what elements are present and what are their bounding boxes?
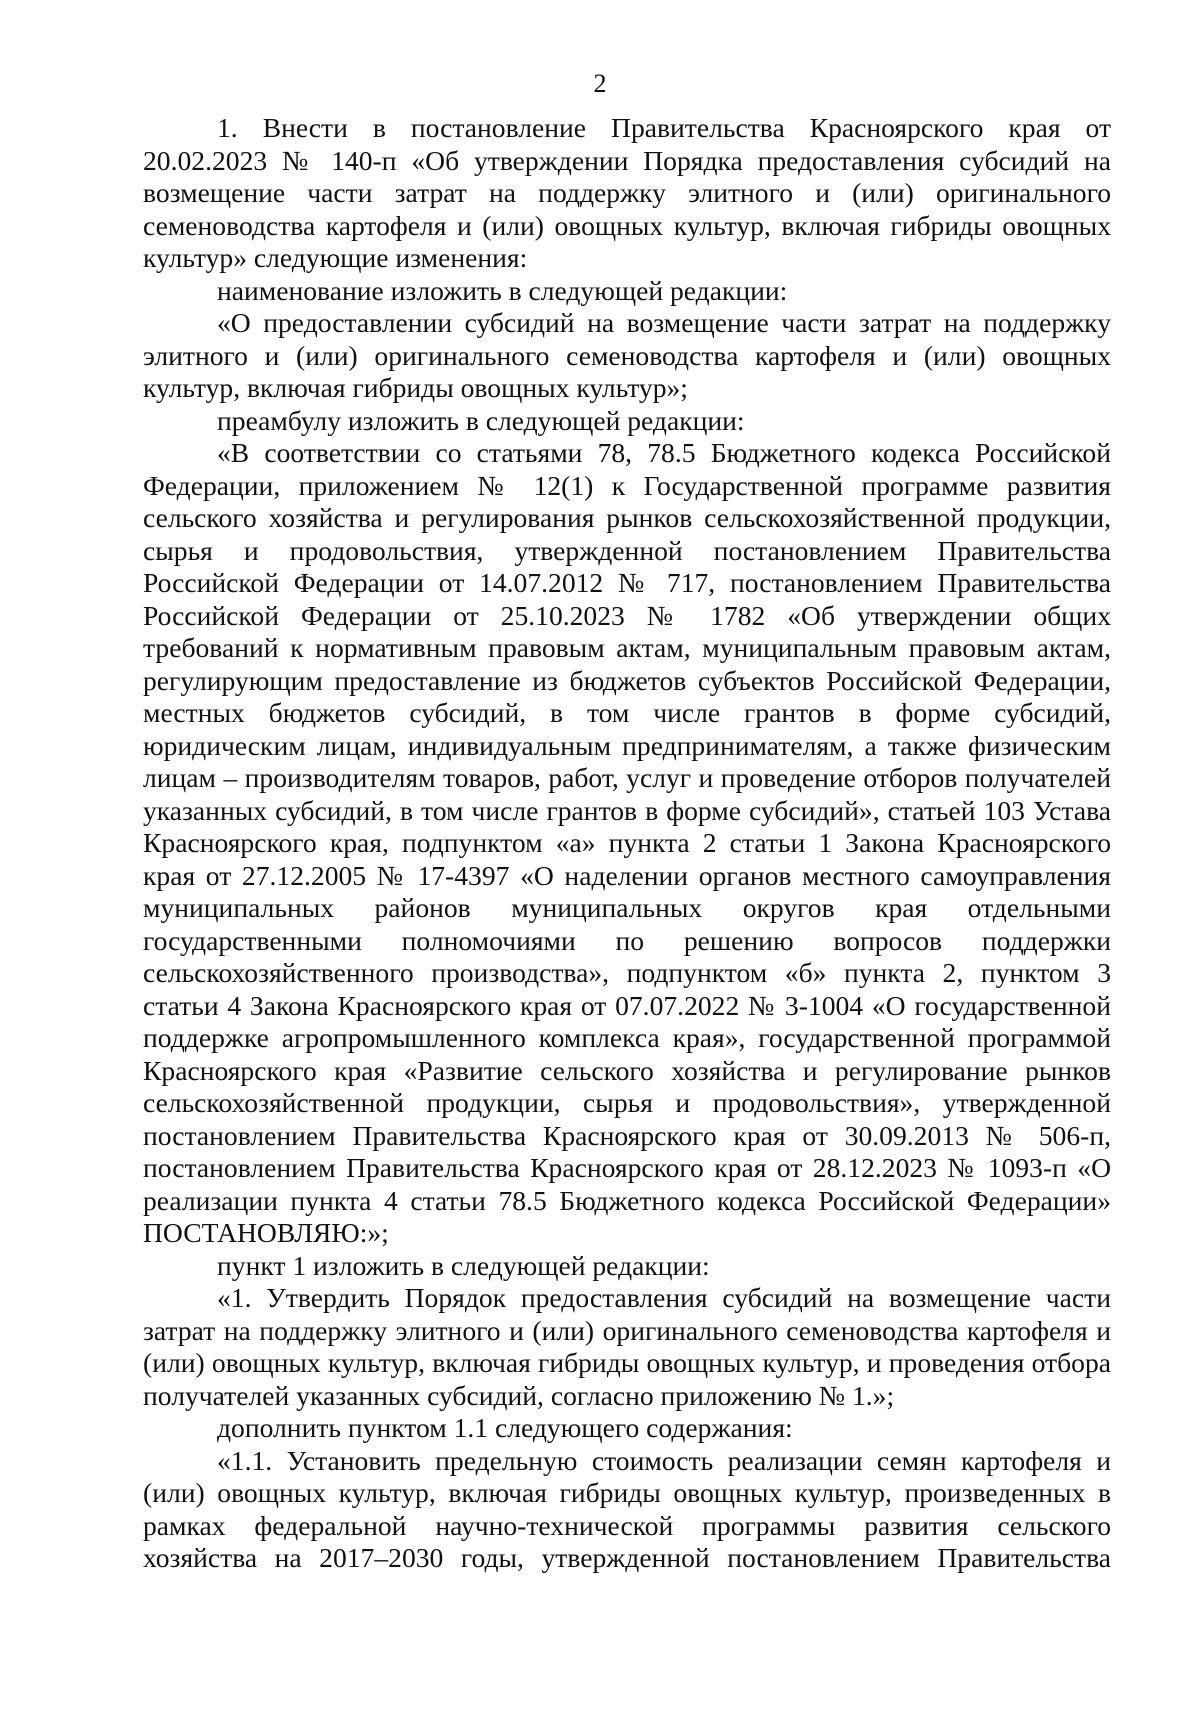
paragraph-new-point1-1: «1.1. Установить предельную стоимость реализации семян картофеля и (или) овощных культур, включая гибриды овощных культур, произведенных в рамках федеральной научно-технической программы развития сельского хозяйства на 2017–2030 годы, утвержденной постановлением Правительства xyxy=(143,1444,1111,1573)
paragraph-preamble-instruction: преамбулу изложить в следующей редакции: xyxy=(217,404,745,436)
paragraph-amendment-intro: 1. Внести в постановление Правительства Красноярского края от 20.02.2023 № 140-п «Об утверждении Порядка предоставления субсидий на возмещение части затрат на поддержку элитного и (или) оригинального семеноводства картофеля и (или) овощных культур, включая гибриды овощных культур» следующие изменения: xyxy=(143,112,1111,273)
paragraph-point1-1-instruction: дополнить пунктом 1.1 следующего содержания: xyxy=(217,1412,793,1443)
paragraph-title-instruction: наименование изложить в следующей редакции: xyxy=(217,274,788,306)
document-body xyxy=(143,112,1111,1575)
paragraph-new-preamble: «В соответствии со статьями 78, 78.5 Бюджетного кодекса Российской Федерации, приложением № 12(1) к Государственной программе развития сельского хозяйства и регулирования рынков сельскохозяйственной продукции, сырья и продовольствия, утвержденной постановлением Правительства Российской Федерации от 14.07.2012 № 717, постановлением Правительства Российской Федерации от 25.10.2023 № 1782 «Об утверждении общих требований к нормативным правовым актам, муниципальным правовым актам, регулирующим предоставление из бюджетов субъектов Российской Федерации, местных бюджетов субсидий, в том числе грантов в форме субсидий, юридическим лицам, индивидуальным предпринимателям, а также физическим лицам – производителям товаров, работ, услуг и проведение отборов получателей указанных субсидий, в том числе грантов в форме субсидий», статьей 103 Устава Красноярского края, подпунктом «а» пункта 2 статьи 1 Закона Красноярского края от 27.12.2005 № 17-4397 «О наделении органов местного самоуправления муниципальных районов муниципальных округов края отдельными государственными полномочиями по решению вопросов поддержки сельскохозяйственного производства», подпунктом «б» пункта 2, пунктом 3 статьи 4 Закона Красноярского края от 07.07.2022 № 3-1004 «О государственной поддержке агропромышленного комплекса края», государственной программой Красноярского края «Развитие сельского хозяйства и регулирование рынков сельскохозяйственной продукции, сырья и продовольствия», утвержденной постановлением Правительства Красноярского края от 30.09.2013 № 506-п, постановлением Правительства Красноярского края от 28.12.2023 № 1093-п «О реализации пункта 4 статьи 78.5 Бюджетного кодекса Российской Федерации» ПОСТАНОВЛЯЮ:»; xyxy=(143,437,1111,1248)
paragraph-new-point1: «1. Утвердить Порядок предоставления субсидий на возмещение части затрат на поддержку элитного и (или) оригинального семеноводства картофеля и (или) овощных культур, включая гибриды овощных культур, и проведения отбора получателей указанных субсидий, согласно приложению № 1.»; xyxy=(143,1282,1111,1411)
page-number: 2 xyxy=(593,69,607,98)
paragraph-point1-instruction: пункт 1 изложить в следующей редакции: xyxy=(217,1249,710,1281)
paragraph-new-title: «О предоставлении субсидий на возмещение части затрат на поддержку элитного и (или) оригинального семеноводства картофеля и (или) овощных культур, включая гибриды овощных культур»; xyxy=(143,307,1111,403)
